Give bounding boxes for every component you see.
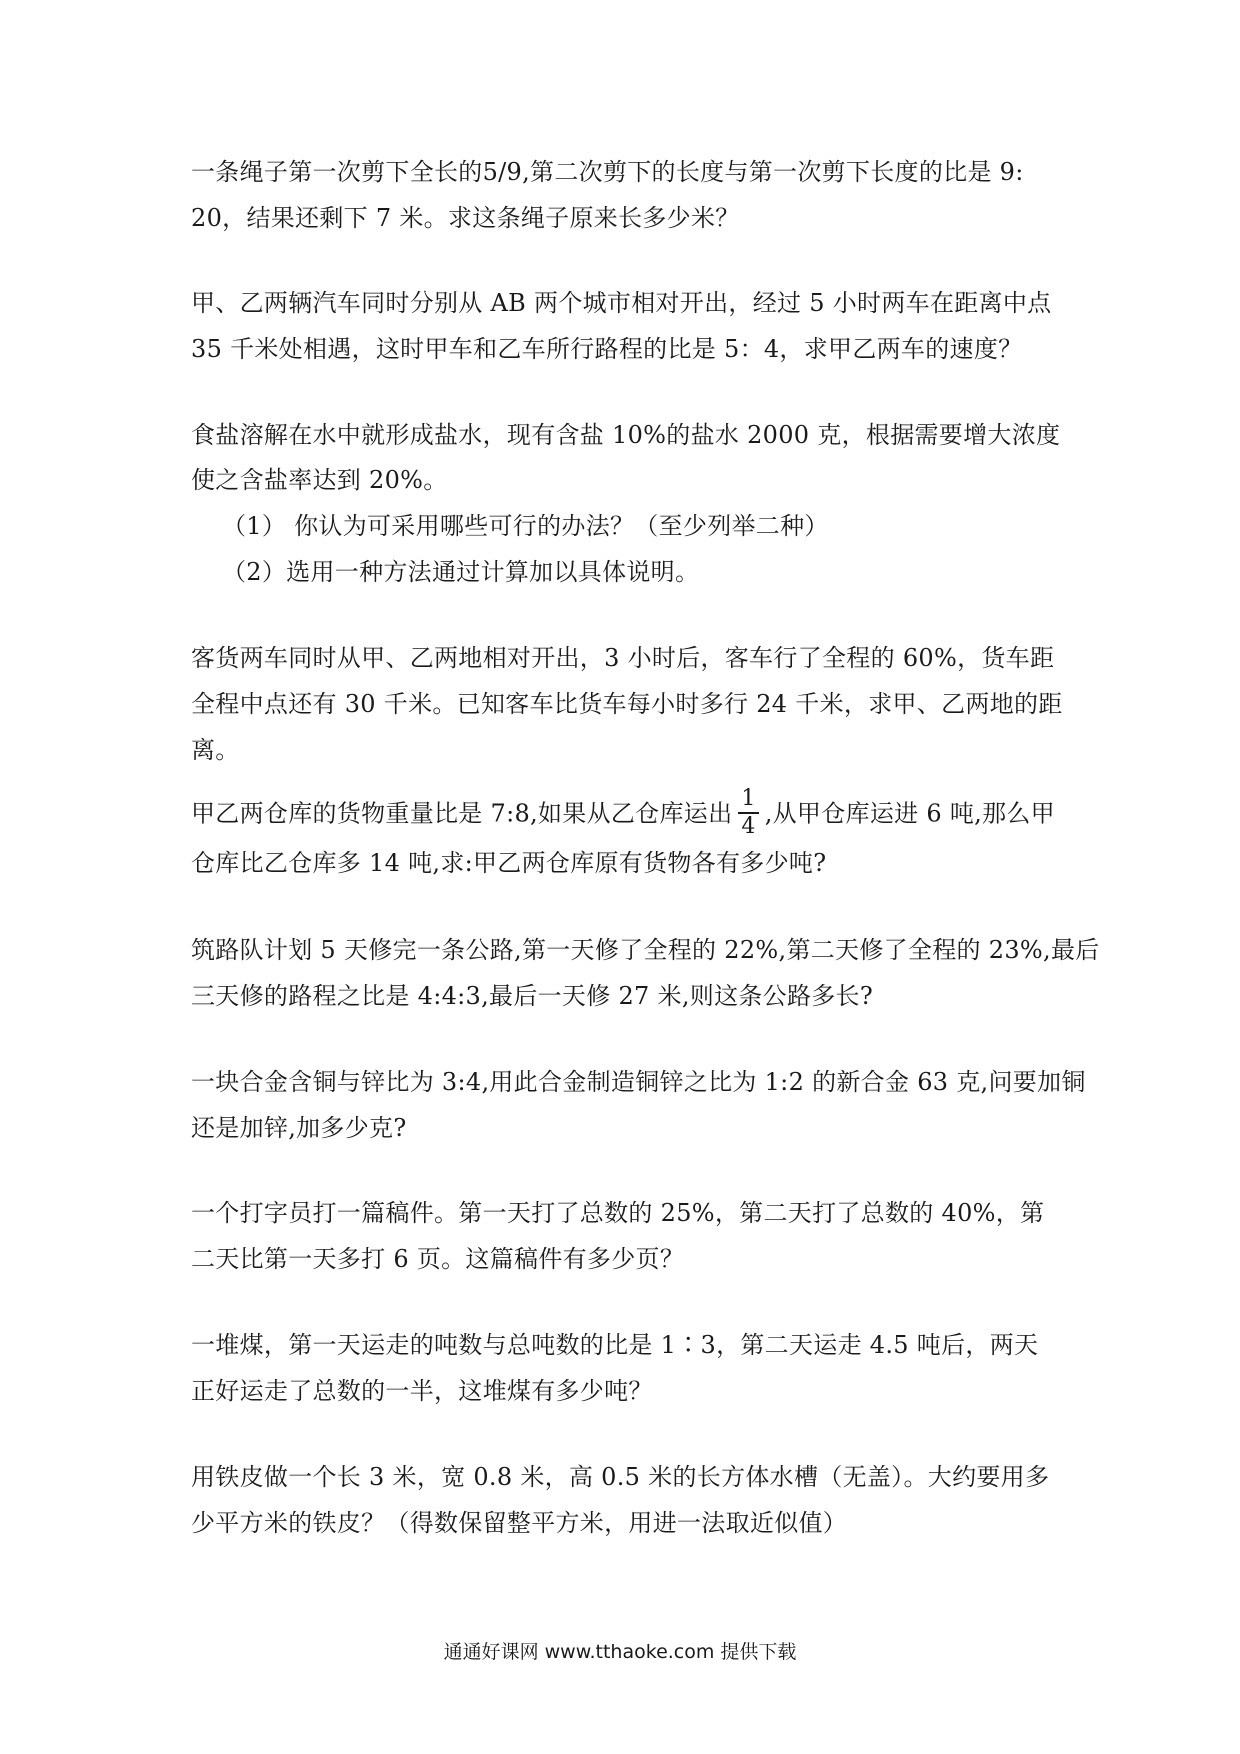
fraction-numerator: 1 [738,788,758,814]
problem-7-line-2: 还是加锌,加多少克? [191,1114,407,1142]
problem-4-line-2: 全程中点还有 30 千米。已知客车比货车每小时多行 24 千米，求甲、乙两地的距 [191,690,1063,718]
problem-9-line-2: 正好运走了总数的一半，这堆煤有多少吨？ [191,1377,653,1405]
problem-8-line-2: 二天比第一天多打 6 页。这篇稿件有多少页？ [191,1245,685,1273]
problem-4-line-3: 离。 [191,736,240,764]
problem-8-line-1: 一个打字员打一篇稿件。第一天打了总数的 25%，第二天打了总数的 40%，第 [191,1199,1045,1227]
problem-7-line-1: 一块合金含铜与锌比为 3:4,用此合金制造铜锌之比为 1:2 的新合金 63 克,问要加铜 [191,1068,1086,1096]
problem-4-line-1: 客货两车同时从甲、乙两地相对开出，3 小时后，客车行了全程的 60%，货车距 [191,644,1055,672]
problem-5-line-2: 仓库比乙仓库多 14 吨,求:甲乙两仓库原有货物各有多少吨? [191,849,827,877]
problem-3-subquestion-1: （1） 你认为可采用哪些可行的办法？（至少列举二种） [222,512,829,540]
problem-2-line-2: 35 千米处相遇，这时甲车和乙车所行路程的比是 5：4，求甲乙两车的速度？ [191,335,1023,363]
problem-3-line-2: 使之含盐率达到 20%。 [191,466,448,494]
problem-6-line-2: 三天修的路程之比是 4:4:3,最后一天修 27 米,则这条公路多长? [191,982,874,1010]
problem-6-line-1: 筑路队计划 5 天修完一条公路,第一天修了全程的 22%,第二天修了全程的 23%,最后 [191,936,1100,964]
problem-1-line-2: 20，结果还剩下 7 米。求这条绳子原来长多少米？ [191,204,740,232]
fraction-one-quarter [738,788,758,838]
problem-10-line-1: 用铁皮做一个长 3 米，宽 0.8 米，高 0.5 米的长方体水槽（无盖）。大约要用多 [191,1463,1050,1491]
problem-3-line-1: 食盐溶解在水中就形成盐水，现有含盐 10%的盐水 2000 克，根据需要增大浓度 [191,421,1061,449]
problem-5-line-1 [191,786,1055,840]
problem-1-line-1: 一条绳子第一次剪下全长的5/9,第二次剪下的长度与第一次剪下长度的比是 9: [191,158,1024,186]
problem-3-subquestion-2: （2）选用一种方法通过计算加以具体说明。 [222,558,700,586]
problem-9-line-1: 一堆煤，第一天运走的吨数与总吨数的比是 1∶3，第二天运走 4.5 吨后，两天 [191,1331,1039,1359]
problem-2-line-1: 甲、乙两辆汽车同时分别从 AB 两个城市相对开出，经过 5 小时两车在距离中点 [191,289,1052,317]
problem-5-text-after: ,从甲仓库运进 6 吨,那么甲 [764,799,1055,828]
problem-5-text-before: 甲乙两仓库的货物重量比是 7:8,如果从乙仓库运出 [191,799,733,828]
problem-10-line-2: 少平方米的铁皮？（得数保留整平方米，用进一法取近似值） [191,1509,848,1537]
fraction-denominator: 4 [741,814,756,839]
page-footer: 通通好课网 www.tthaoke.com 提供下载 [443,1641,797,1663]
